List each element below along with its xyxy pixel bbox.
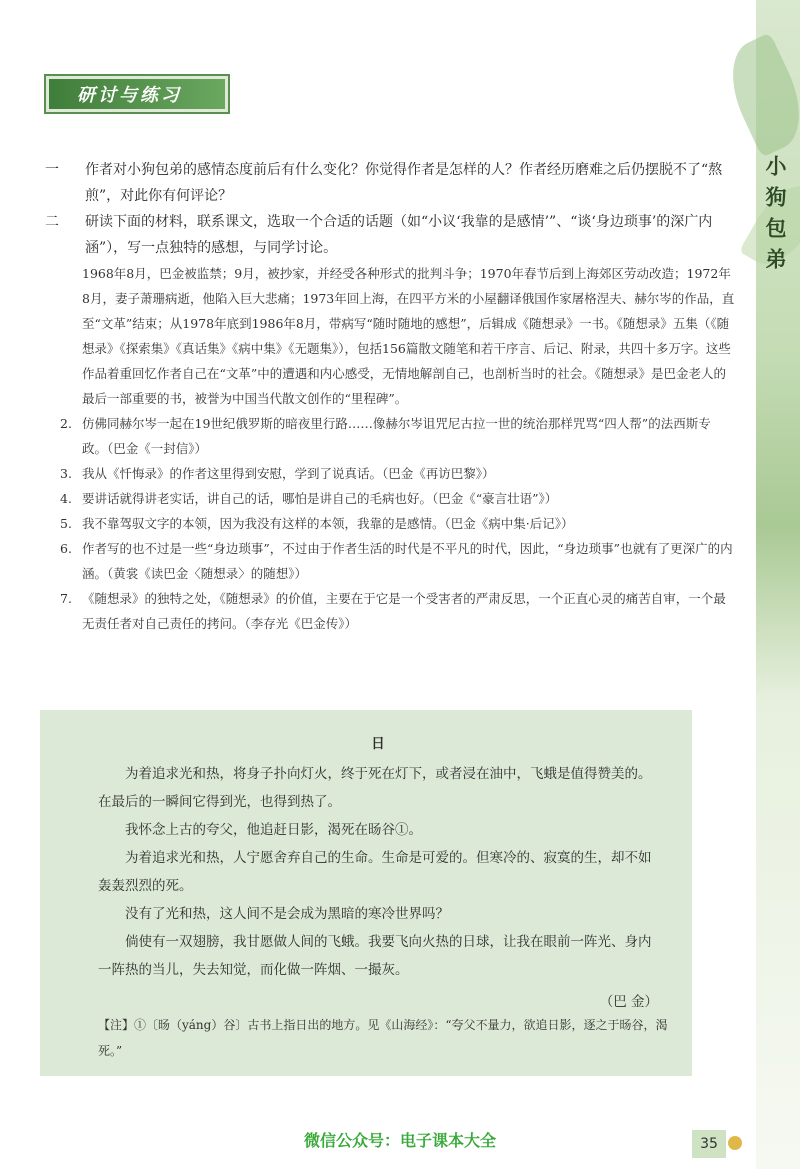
chapter-side-title: 小狗包弟 [763, 155, 788, 279]
material-item [60, 461, 735, 486]
material-item [60, 411, 735, 461]
reading-paragraph: 为着追求光和热，人宁愿舍弃自己的生命。生命是可爱的。但寒冷的、寂寞的生，却不如轰轰烈烈的死。 [98, 850, 652, 894]
material-item [60, 511, 735, 536]
reading-title: 日 [371, 736, 385, 752]
material-text: 《随想录》的独特之处，《随想录》的价值，主要在于它是一个受害者的严肃反思，一个正直心灵的痛苦自审，一个最无责任者对自己责任的拷问。（李存光《巴金传》） [82, 591, 726, 631]
material-item [60, 536, 735, 586]
page-number: 35 [692, 1130, 726, 1158]
material-text: 1968年8月，巴金被监禁；9月，被抄家，并经受各种形式的批判斗争；1970年春节后到上海郊区劳动改造；1972年8月，妻子萧珊病逝，他陷入巨大悲痛；1973年回上海，在四平方米的小屋翻译俄国作家屠格涅夫、赫尔岑的作品，直至“文革”结束；从1978年底到1986年8月，带病写“随时随地的感想”，后辑成《随想录》一书。《随想录》五集（《随想录》《探索集》《真话集》《病中集》《无题集》），包括156篇散文随笔和若干序言、后记、附录，共四十多万字。这些作品着重回忆作者自己在“文革”中的遭遇和内心感受，无情地解剖自己，也剖析当时的社会。《随想录》是巴金老人的最后一部重要的书，被誉为中国当代散文创作的“里程碑”。 [82, 266, 735, 406]
material-number: 6. [60, 541, 72, 556]
material-text: 要讲话就得讲老实话，讲自己的话，哪怕是讲自己的毛病也好。（巴金《“豪言壮语”》） [82, 491, 558, 506]
reading-paragraph: 我怀念上古的夸父，他追赶日影，渴死在旸谷①。 [125, 822, 422, 838]
question-number: 二 [45, 214, 59, 230]
question-text: 作者对小狗包弟的感情态度前后有什么变化？你觉得作者是怎样的人？作者经历磨难之后仍摆脱不了“熬煎”，对此你有何评论？ [85, 162, 723, 204]
material-number: 2. [60, 416, 72, 431]
material-number: 3. [60, 466, 72, 481]
material-text: 我不靠驾驭文字的本领，因为我没有这样的本领，我靠的是感情。（巴金《病中集·后记》） [82, 516, 574, 531]
section-badge [46, 76, 228, 112]
material-number: 5. [60, 516, 72, 531]
reading-author: （巴 金） [599, 994, 658, 1010]
material-item [60, 261, 735, 411]
material-item [60, 586, 735, 636]
material-text: 仿佛同赫尔岑一起在19世纪俄罗斯的暗夜里行路……像赫尔岑诅咒尼古拉一世的统治那样咒骂“四人帮”的法西斯专政。（巴金《一封信》） [82, 416, 711, 456]
section-badge-label: 研讨与练习 [77, 85, 182, 106]
reading-content [98, 730, 658, 1016]
page-mark-icon [728, 1136, 742, 1150]
reading-note: 【注】①〔旸（yáng）谷〕古书上指日出的地方。见《山海经》：“夸父不量力，欲追日影，逐之于旸谷，渴死。” [98, 1018, 668, 1058]
side-decoration [756, 0, 800, 1169]
material-number: 7. [60, 591, 72, 606]
leaf-decoration [716, 32, 800, 157]
question-1 [45, 157, 735, 209]
reading-paragraph: 倘使有一双翅膀，我甘愿做人间的飞蛾。我要飞向火热的日球，让我在眼前一阵光、身内一阵热的当儿，失去知觉，而化做一阵烟、一撮灰。 [98, 934, 652, 978]
question-text: 研读下面的材料，联系课文，选取一个合适的话题（如“小议‘我靠的是感情’”、“谈‘身边琐事’的深广内涵”），写一点独特的感想，与同学讨论。 [85, 214, 713, 256]
reading-box [40, 710, 692, 1076]
material-item [60, 486, 735, 511]
watermark-text: 微信公众号：电子课本大全 [303, 1131, 496, 1150]
question-2 [45, 209, 735, 261]
material-text: 我从《忏悔录》的作者这里得到安慰，学到了说真话。（巴金《再访巴黎》） [82, 466, 495, 481]
reading-paragraph: 为着追求光和热，将身子扑向灯火，终于死在灯下，或者浸在油中，飞蛾是值得赞美的。在最后的一瞬间它得到光，也得到热了。 [98, 766, 652, 810]
reading-paragraph: 没有了光和热，这人间不是会成为黑暗的寒冷世界吗？ [125, 906, 449, 922]
question-number: 一 [45, 162, 59, 178]
material-text: 作者写的也不过是一些“身边琐事”，不过由于作者生活的时代是不平凡的时代，因此，“身边琐事”也就有了更深广的内涵。（黄裳《读巴金〈随想录〉的随想》） [82, 541, 733, 581]
materials-list [60, 261, 735, 636]
material-number: 4. [60, 491, 72, 506]
